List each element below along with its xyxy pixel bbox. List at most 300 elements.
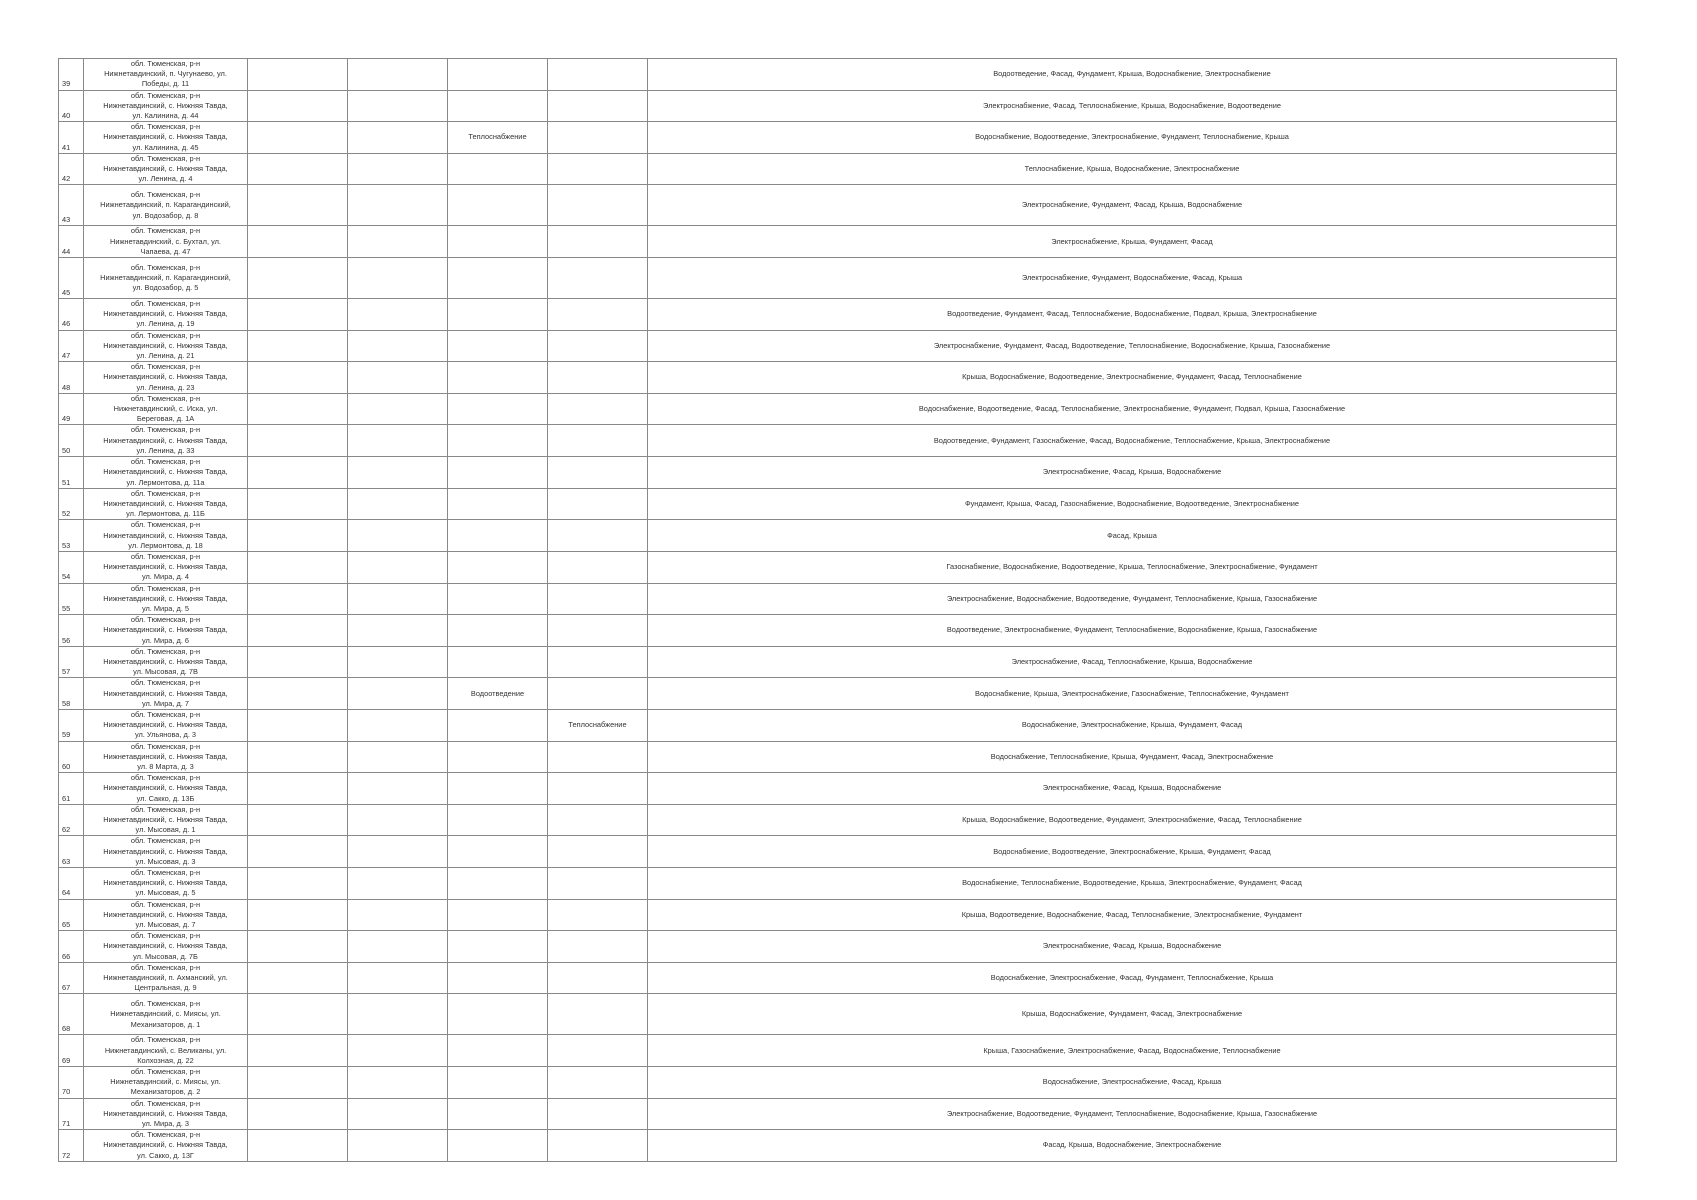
address-cell [84,330,248,362]
column-c6-cell [548,678,648,710]
address-line: обл. Тюменская, р-н [130,1130,201,1140]
column-c5-cell [448,1067,548,1099]
table-row [59,994,1617,1035]
works-table [58,58,1617,1162]
address-cell [84,804,248,836]
address-cell [84,258,248,299]
table-row [59,1130,1617,1162]
address-cell [84,226,248,258]
column-c4-cell [348,226,448,258]
address-line: ул. Мысовая, д. 5 [135,888,196,898]
works-list-cell: Водоснабжение, Электроснабжение, Фасад, Фундамент, Теплоснабжение, Крыша [648,962,1617,994]
address-line: ул. Ленина, д. 21 [136,351,195,361]
address-line: обл. Тюменская, р-н [130,1035,201,1045]
column-c3-cell [248,59,348,91]
address-line: ул. Лермонтова, д. 11Б [126,509,205,519]
works-list-cell: Фундамент, Крыша, Фасад, Газоснабжение, Водоснабжение, Водоотведение, Электроснабжение [648,488,1617,520]
table-row [59,551,1617,583]
address-line: обл. Тюменская, р-н [130,1067,201,1077]
address-line: ул. Водозабор, д. 5 [132,283,199,293]
table-row [59,299,1617,331]
address-cell [84,520,248,552]
column-c3-cell [248,153,348,185]
column-c5-cell [448,362,548,394]
column-c4-cell [348,899,448,931]
column-c4-cell [348,773,448,805]
works-list-cell: Электроснабжение, Фасад, Крыша, Водоснабжение [648,457,1617,489]
address-line: ул. Мира, д. 3 [141,1119,190,1129]
address-line: обл. Тюменская, р-н [130,362,201,372]
table-row [59,868,1617,900]
address-line: Береговая, д. 1А [136,414,195,424]
column-c3-cell [248,1130,348,1162]
works-list-cell: Водоснабжение, Электроснабжение, Крыша, Фундамент, Фасад [648,709,1617,741]
table-row [59,962,1617,994]
column-c5-cell [448,226,548,258]
row-number-cell: 48 [59,362,84,394]
column-c5-cell [448,59,548,91]
works-list-cell: Водоснабжение, Водоотведение, Фасад, Теплоснабжение, Электроснабжение, Фундамент, Подвал, Крыша, Газоснабжение [648,393,1617,425]
address-line: ул. Ленина, д. 19 [136,319,195,329]
column-c4-cell [348,1098,448,1130]
works-list-cell: Крыша, Газоснабжение, Электроснабжение, Фасад, Водоснабжение, Теплоснабжение [648,1035,1617,1067]
column-c4-cell [348,258,448,299]
address-line: Нижнетавдинский, с. Великаны, ул. [104,1045,227,1055]
address-cell [84,583,248,615]
address-cell [84,899,248,931]
works-list-cell: Крыша, Водоснабжение, Водоотведение, Фундамент, Электроснабжение, Фасад, Теплоснабжение [648,804,1617,836]
column-c6-cell [548,1035,648,1067]
address-cell [84,868,248,900]
column-c6-cell [548,153,648,185]
column-c4-cell [348,931,448,963]
address-line: Нижнетавдинский, с. Нижняя Тавда, [103,625,228,635]
column-c4-cell [348,551,448,583]
address-line: ул. Мысовая, д. 3 [135,856,196,866]
table-row [59,122,1617,154]
column-c6-cell [548,868,648,900]
column-c4-cell [348,1130,448,1162]
column-c4-cell [348,741,448,773]
column-c5-cell [448,741,548,773]
row-number-cell: 60 [59,741,84,773]
address-line: Центральная, д. 9 [134,983,197,993]
address-cell [84,678,248,710]
row-number-cell: 49 [59,393,84,425]
row-number-cell: 47 [59,330,84,362]
address-line: Чапаева, д. 47 [140,246,191,256]
address-line: Нижнетавдинский, с. Миясы, ул. [110,1077,221,1087]
address-cell [84,615,248,647]
address-cell [84,551,248,583]
column-c6-cell [548,1098,648,1130]
address-line: Нижнетавдинский, с. Нижняя Тавда, [103,783,228,793]
address-line: Нижнетавдинский, с. Нижняя Тавда, [103,340,228,350]
address-cell [84,153,248,185]
column-c3-cell [248,1067,348,1099]
address-line: Нижнетавдинский, с. Иска, ул. [113,404,218,414]
table-row [59,1035,1617,1067]
address-line: ул. Ленина, д. 33 [136,445,195,455]
address-line: ул. Калинина, д. 45 [132,142,199,152]
works-list-cell: Газоснабжение, Водоснабжение, Водоотведение, Крыша, Теплоснабжение, Электроснабжение, Фундамент [648,551,1617,583]
address-line: обл. Тюменская, р-н [130,646,201,656]
table-row [59,488,1617,520]
address-line: ул. Ленина, д. 23 [136,382,195,392]
address-line: Нижнетавдинский, с. Нижняя Тавда, [103,530,228,540]
column-c6-cell [548,615,648,647]
column-c4-cell [348,520,448,552]
row-number-cell: 50 [59,425,84,457]
address-line: Нижнетавдинский, с. Нижняя Тавда, [103,878,228,888]
address-cell [84,1098,248,1130]
column-c4-cell [348,185,448,226]
address-cell [84,393,248,425]
column-c5-cell [448,185,548,226]
column-c6-cell [548,962,648,994]
address-cell [84,185,248,226]
column-c6-cell [548,994,648,1035]
column-c4-cell [348,122,448,154]
address-line: Нижнетавдинский, с. Нижняя Тавда, [103,467,228,477]
row-number-cell: 40 [59,90,84,122]
column-c6-cell [548,520,648,552]
address-line: Нижнетавдинский, с. Нижняя Тавда, [103,100,228,110]
address-line: обл. Тюменская, р-н [130,226,201,236]
column-c5-cell [448,646,548,678]
row-number-cell: 46 [59,299,84,331]
row-number-cell: 63 [59,836,84,868]
table-row [59,520,1617,552]
column-c6-cell [548,1130,648,1162]
column-c3-cell [248,962,348,994]
works-list-cell: Теплоснабжение, Крыша, Водоснабжение, Электроснабжение [648,153,1617,185]
works-list-cell: Водоотведение, Фасад, Фундамент, Крыша, Водоснабжение, Электроснабжение [648,59,1617,91]
column-c3-cell [248,299,348,331]
column-c4-cell [348,330,448,362]
address-line: обл. Тюменская, р-н [130,999,201,1009]
column-c3-cell [248,330,348,362]
address-cell [84,59,248,91]
column-c4-cell [348,457,448,489]
column-c6-cell [548,836,648,868]
row-number-cell: 55 [59,583,84,615]
row-number-cell: 67 [59,962,84,994]
column-c4-cell [348,836,448,868]
column-c5-cell [448,615,548,647]
address-line: Нижнетавдинский, п. Ахманский, ул. [103,973,228,983]
row-number-cell: 71 [59,1098,84,1130]
column-c5-cell [448,1130,548,1162]
column-c3-cell [248,741,348,773]
column-c6-cell [548,59,648,91]
works-list-cell: Водоснабжение, Теплоснабжение, Крыша, Фундамент, Фасад, Электроснабжение [648,741,1617,773]
address-cell [84,773,248,805]
column-c3-cell [248,646,348,678]
column-c3-cell [248,868,348,900]
works-list-cell: Водоотведение, Электроснабжение, Фундамент, Теплоснабжение, Водоснабжение, Крыша, Газоснабжение [648,615,1617,647]
column-c6-cell [548,646,648,678]
address-line: обл. Тюменская, р-н [130,425,201,435]
column-c5-cell [448,551,548,583]
address-line: Нижнетавдинский, с. Нижняя Тавда, [103,815,228,824]
address-line: ул. Калинина, д. 44 [132,111,199,121]
address-line: обл. Тюменская, р-н [130,551,201,561]
column-c6-cell [548,122,648,154]
address-cell [84,994,248,1035]
address-line: Нижнетавдинский, с. Нижняя Тавда, [103,132,228,142]
column-c3-cell [248,226,348,258]
row-number-cell: 41 [59,122,84,154]
address-line: Нижнетавдинский, с. Нижняя Тавда, [103,562,228,572]
works-list-cell: Электроснабжение, Фундамент, Водоснабжение, Фасад, Крыша [648,258,1617,299]
address-line: ул. Мысовая, д. 7В [133,667,198,677]
column-c5-cell [448,153,548,185]
table-body [59,59,1617,1162]
address-line: ул. Мира, д. 6 [141,635,190,645]
address-cell [84,299,248,331]
row-number-cell: 52 [59,488,84,520]
address-line: Механизаторов, д. 1 [130,1019,201,1029]
address-line: обл. Тюменская, р-н [130,59,201,68]
column-c4-cell [348,678,448,710]
address-line: Нижнетавдинский, п. Чугунаево, ул. [104,69,227,79]
column-c5-cell [448,773,548,805]
column-c3-cell [248,90,348,122]
row-number-cell: 43 [59,185,84,226]
address-line: ул. Сакко, д. 13Г [137,1150,194,1160]
column-c4-cell [348,362,448,394]
column-c6-cell [548,931,648,963]
column-c4-cell [348,1067,448,1099]
table-row [59,709,1617,741]
address-line: обл. Тюменская, р-н [130,836,201,846]
address-cell [84,90,248,122]
address-line: Нижнетавдинский, с. Нижняя Тавда, [103,593,228,603]
address-line: обл. Тюменская, р-н [130,868,201,878]
column-c3-cell [248,122,348,154]
column-c5-cell [448,962,548,994]
address-line: Нижнетавдинский, с. Нижняя Тавда, [103,656,228,666]
works-list-cell: Электроснабжение, Крыша, Фундамент, Фасад [648,226,1617,258]
column-c3-cell [248,804,348,836]
column-c5-cell [448,804,548,836]
works-list-cell: Электроснабжение, Фасад, Теплоснабжение, Крыша, Водоснабжение [648,646,1617,678]
column-c6-cell [548,425,648,457]
table-row [59,583,1617,615]
table-row [59,59,1617,91]
address-line: ул. Лермонтова, д. 11а [126,477,205,487]
row-number-cell: 57 [59,646,84,678]
column-c4-cell [348,994,448,1035]
address-line: обл. Тюменская, р-н [130,190,201,200]
column-c3-cell [248,488,348,520]
address-line: Нижнетавдинский, с. Нижняя Тавда, [103,846,228,856]
address-cell [84,122,248,154]
column-c5-cell [448,520,548,552]
row-number-cell: 69 [59,1035,84,1067]
address-cell [84,1130,248,1162]
row-number-cell: 68 [59,994,84,1035]
column-c3-cell [248,931,348,963]
works-list-cell: Электроснабжение, Фасад, Крыша, Водоснабжение [648,931,1617,963]
column-c6-cell: Теплоснабжение [548,709,648,741]
works-list-cell: Электроснабжение, Фундамент, Фасад, Водоотведение, Теплоснабжение, Водоснабжение, Крыша, Газоснабжение [648,330,1617,362]
column-c5-cell [448,258,548,299]
table-row [59,741,1617,773]
column-c5-cell [448,1035,548,1067]
table-row [59,393,1617,425]
address-line: Победы, д. 11 [141,79,190,89]
address-cell [84,1067,248,1099]
column-c4-cell [348,962,448,994]
table-row [59,362,1617,394]
address-line: обл. Тюменская, р-н [130,488,201,498]
row-number-cell: 59 [59,709,84,741]
works-list-cell: Крыша, Водоснабжение, Фундамент, Фасад, Электроснабжение [648,994,1617,1035]
address-line: Нижнетавдинский, с. Нижняя Тавда, [103,720,228,730]
table-row [59,153,1617,185]
column-c5-cell: Водоотведение [448,678,548,710]
column-c3-cell [248,678,348,710]
address-line: обл. Тюменская, р-н [130,457,201,467]
address-line: Нижнетавдинский, с. Нижняя Тавда, [103,164,228,174]
table-row [59,773,1617,805]
works-list-cell: Водоотведение, Фундамент, Газоснабжение, Фасад, Водоснабжение, Теплоснабжение, Крыша, Электроснабжение [648,425,1617,457]
column-c5-cell [448,583,548,615]
table-row [59,615,1617,647]
address-line: ул. Водозабор, д. 8 [132,210,199,220]
column-c3-cell [248,583,348,615]
address-line: Нижнетавдинский, с. Нижняя Тавда, [103,1108,228,1118]
address-line: обл. Тюменская, р-н [130,709,201,719]
column-c5-cell [448,868,548,900]
table-row [59,678,1617,710]
column-c5-cell [448,393,548,425]
row-number-cell: 58 [59,678,84,710]
row-number-cell: 64 [59,868,84,900]
address-line: ул. Мысовая, д. 7 [135,920,196,930]
column-c4-cell [348,393,448,425]
row-number-cell: 39 [59,59,84,91]
column-c5-cell [448,994,548,1035]
column-c3-cell [248,362,348,394]
column-c6-cell [548,330,648,362]
column-c4-cell [348,646,448,678]
column-c6-cell [548,457,648,489]
address-line: ул. 8 Марта, д. 3 [137,761,194,771]
column-c5-cell: Теплоснабжение [448,122,548,154]
column-c3-cell [248,709,348,741]
row-number-cell: 66 [59,931,84,963]
works-list-cell: Водоснабжение, Электроснабжение, Фасад, Крыша [648,1067,1617,1099]
works-list-cell: Водоснабжение, Теплоснабжение, Водоотведение, Крыша, Электроснабжение, Фундамент, Фасад [648,868,1617,900]
column-c3-cell [248,457,348,489]
row-number-cell: 62 [59,804,84,836]
address-line: обл. Тюменская, р-н [130,90,201,100]
address-cell [84,362,248,394]
column-c3-cell [248,773,348,805]
address-line: ул. Мысовая, д. 1 [135,825,196,835]
column-c4-cell [348,425,448,457]
column-c5-cell [448,836,548,868]
row-number-cell: 70 [59,1067,84,1099]
works-list-cell: Электроснабжение, Водоснабжение, Водоотведение, Фундамент, Теплоснабжение, Крыша, Газоснабжение [648,583,1617,615]
address-line: ул. Ленина, д. 4 [138,174,193,184]
address-cell [84,931,248,963]
address-line: обл. Тюменская, р-н [130,330,201,340]
address-line: Колхозная, д. 22 [137,1055,194,1065]
column-c6-cell [548,804,648,836]
table-row [59,330,1617,362]
column-c4-cell [348,90,448,122]
column-c5-cell [448,1098,548,1130]
table-row [59,804,1617,836]
works-list-cell: Крыша, Водоснабжение, Водоотведение, Электроснабжение, Фундамент, Фасад, Теплоснабжение [648,362,1617,394]
row-number-cell: 56 [59,615,84,647]
address-line: Нижнетавдинский, с. Нижняя Тавда, [103,435,228,445]
address-line: обл. Тюменская, р-н [130,804,201,814]
column-c6-cell [548,362,648,394]
address-line: ул. Мира, д. 7 [141,698,190,708]
column-c6-cell [548,299,648,331]
address-line: ул. Лермонтова, д. 18 [128,540,203,550]
works-list-cell: Электроснабжение, Фасад, Крыша, Водоснабжение [648,773,1617,805]
column-c4-cell [348,868,448,900]
column-c6-cell [548,258,648,299]
column-c3-cell [248,1098,348,1130]
address-line: Механизаторов, д. 2 [130,1087,201,1097]
column-c6-cell [548,583,648,615]
works-list-cell: Электроснабжение, Водоотведение, Фундамент, Теплоснабжение, Водоснабжение, Крыша, Газоснабжение [648,1098,1617,1130]
column-c6-cell [548,773,648,805]
column-c3-cell [248,899,348,931]
column-c4-cell [348,804,448,836]
column-c6-cell [548,90,648,122]
row-number-cell: 53 [59,520,84,552]
address-line: обл. Тюменская, р-н [130,931,201,941]
table-row [59,258,1617,299]
address-line: обл. Тюменская, р-н [130,262,201,272]
row-number-cell: 42 [59,153,84,185]
works-list-cell: Водоснабжение, Водоотведение, Электроснабжение, Фундамент, Теплоснабжение, Крыша [648,122,1617,154]
column-c5-cell [448,931,548,963]
column-c4-cell [348,488,448,520]
address-cell [84,457,248,489]
column-c3-cell [248,1035,348,1067]
address-line: Нижнетавдинский, с. Миясы, ул. [110,1009,221,1019]
column-c6-cell [548,899,648,931]
table-row [59,425,1617,457]
address-line: обл. Тюменская, р-н [130,520,201,530]
table-row [59,931,1617,963]
address-line: Нижнетавдинский, с. Нижняя Тавда, [103,909,228,919]
column-c5-cell [448,299,548,331]
column-c4-cell [348,615,448,647]
address-line: Нижнетавдинский, с. Нижняя Тавда, [103,1140,228,1150]
column-c4-cell [348,153,448,185]
address-line: Нижнетавдинский, с. Нижняя Тавда, [103,751,228,761]
column-c4-cell [348,1035,448,1067]
address-line: ул. Сакко, д. 13Б [136,793,195,803]
works-list-cell: Водоотведение, Фундамент, Фасад, Теплоснабжение, Водоснабжение, Подвал, Крыша, Электроснабжение [648,299,1617,331]
address-cell [84,836,248,868]
column-c6-cell [548,551,648,583]
works-list-cell: Фасад, Крыша [648,520,1617,552]
address-line: Нижнетавдинский, с. Бухтал, ул. [110,236,221,246]
address-line: Нижнетавдинский, с. Нижняя Тавда, [103,372,228,382]
row-number-cell: 54 [59,551,84,583]
